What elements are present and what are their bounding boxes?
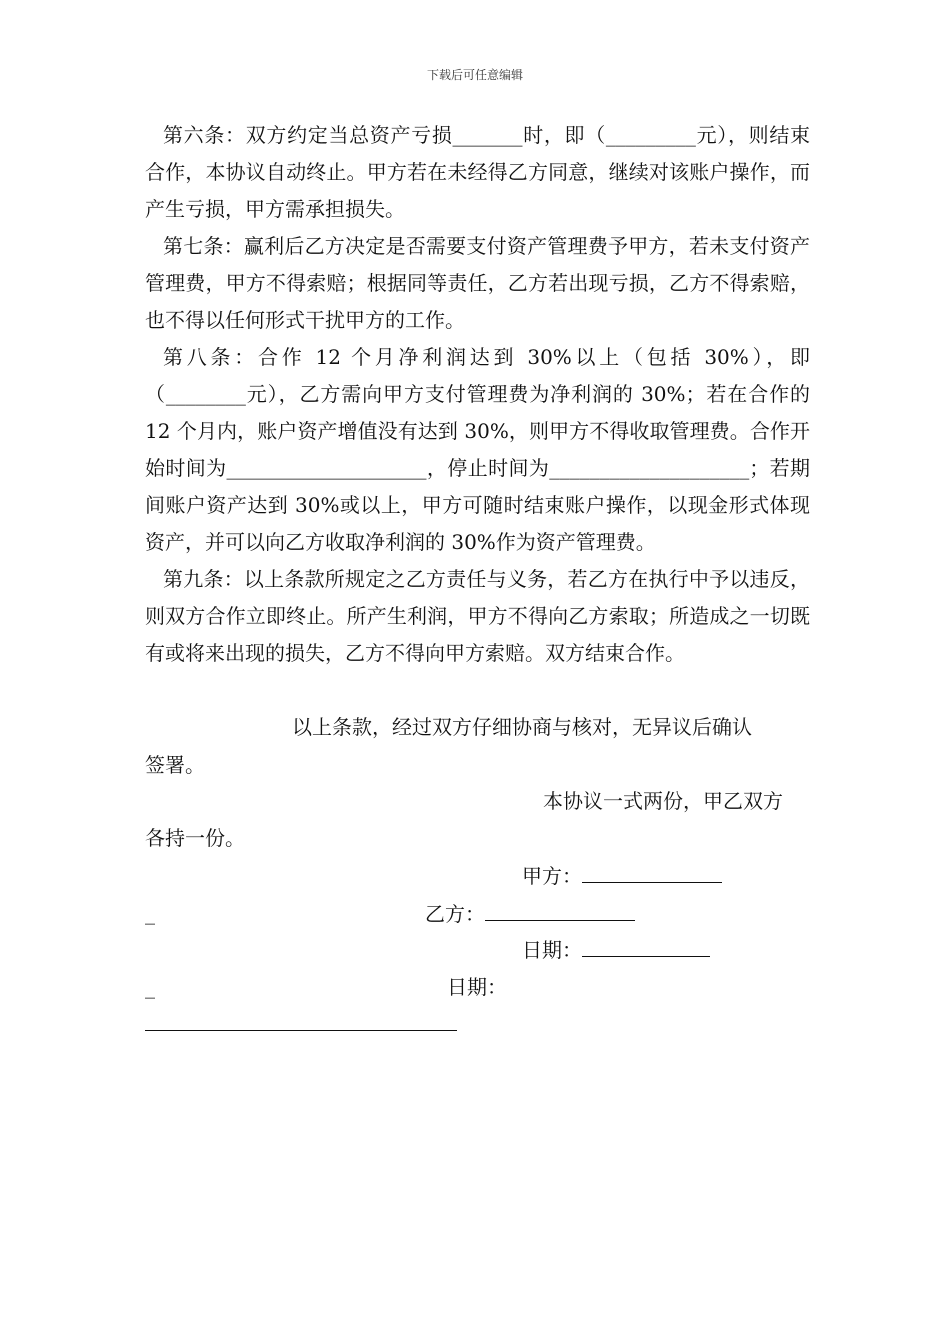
- party-b-label: 乙方：: [425, 902, 485, 926]
- page-header-note: 下载后可任意编辑: [426, 68, 523, 82]
- date-a-blank: [582, 934, 710, 957]
- confirm-line-1: 以上条款，经过双方仔细协商与核对，无异议后确认: [292, 715, 752, 739]
- article-8: 第八条：合作 12 个月净利润达到 30%以上（包括 30%），即（________元），乙方需向甲方支付管理费为净利润的 30%；若在合作的 12 个月内，账户资产增值没有达到 30%，则甲方不得收取管理费。合作开始时间为____________________，停止时间为____________________；若期间账户资产达到 30%或以上，甲方可随时结束账户操作，以现金形式体现资产，并可以向乙方收取净利润的 30%作为资产管理费。: [145, 345, 810, 554]
- party-b-prefix: _: [145, 901, 155, 925]
- party-a-signature-line: [522, 860, 722, 891]
- party-b-signature-line: [425, 898, 635, 929]
- date-b-underline: [145, 1030, 457, 1031]
- date-a-line: [522, 934, 710, 965]
- date-b-prefix: _: [145, 975, 155, 999]
- date-b-label: 日期：: [447, 975, 507, 999]
- copies-line-1: 本协议一式两份，甲乙双方: [543, 789, 783, 813]
- party-b-signature-blank: [485, 898, 635, 921]
- date-a-label: 日期：: [522, 938, 582, 962]
- party-a-signature-blank: [582, 860, 722, 883]
- confirm-line-2: 签署。: [145, 753, 205, 777]
- copies-line-2: 各持一份。: [145, 826, 245, 850]
- article-7: 第七条：赢利后乙方决定是否需要支付资产管理费予甲方，若未支付资产管理费，甲方不得索赔；根据同等责任，乙方若出现亏损，乙方不得索赔，也不得以任何形式干扰甲方的工作。: [145, 234, 810, 332]
- contract-articles: [145, 117, 810, 672]
- article-9: 第九条：以上条款所规定之乙方责任与义务，若乙方在执行中予以违反，则双方合作立即终止。所产生利润，甲方不得向乙方索取；所造成之一切既有或将来出现的损失，乙方不得向甲方索赔。双方结束合作。: [145, 567, 810, 665]
- party-a-label: 甲方：: [522, 864, 582, 888]
- article-6: 第六条：双方约定当总资产亏损_______时，即（_________元），则结束合作，本协议自动终止。甲方若在未经得乙方同意，继续对该账户操作，而产生亏损，甲方需承担损失。: [145, 123, 810, 221]
